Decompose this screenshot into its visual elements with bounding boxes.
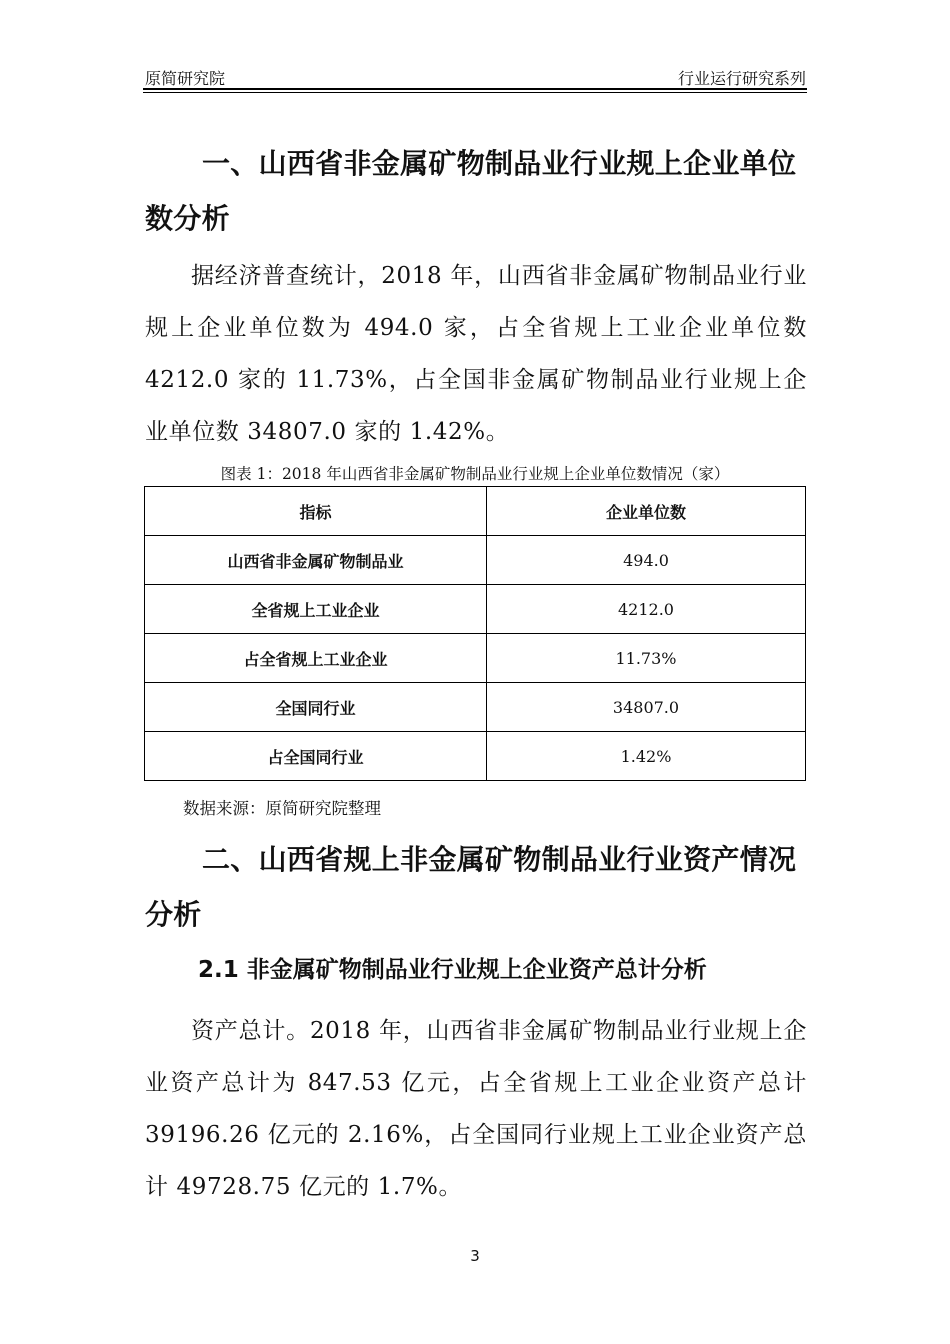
page-number: 3 xyxy=(470,1247,480,1265)
row-value: 494.0 xyxy=(487,536,806,585)
section-1-paragraph: 据经济普查统计，2018 年，山西省非金属矿物制品业行业规上企业单位数为 494.0 家，占全省规上工业企业单位数 4212.0 家的 11.73%，占全国非金属矿物制品业行业规上企业单位数 34807.0 家的 1.42%。 xyxy=(145,263,807,445)
row-value: 34807.0 xyxy=(487,683,806,732)
header-rule-thin xyxy=(143,92,807,93)
row-value: 11.73% xyxy=(487,634,806,683)
table-row xyxy=(145,536,806,585)
row-label: 占全国同行业 xyxy=(145,732,487,781)
table-header-indicator: 指标 xyxy=(145,487,487,536)
table-row xyxy=(145,634,806,683)
table-source-note: 数据来源：原简研究院整理 xyxy=(183,799,381,818)
header-series-title: 行业运行研究系列 xyxy=(677,69,806,88)
header-rule-thick xyxy=(143,88,807,90)
table-row xyxy=(145,683,806,732)
table-row xyxy=(145,732,806,781)
row-label: 全省规上工业企业 xyxy=(145,585,487,634)
header-organization: 原简研究院 xyxy=(145,69,226,88)
subsection-2-1-heading: 2.1 非金属矿物制品业行业规上企业资产总计分析 xyxy=(198,957,707,983)
row-value: 4212.0 xyxy=(487,585,806,634)
table-caption: 图表 1：2018 年山西省非金属矿物制品业行业规上企业单位数情况（家） xyxy=(220,465,730,483)
enterprise-count-table xyxy=(144,486,806,781)
section-1-heading: 一、山西省非金属矿物制品业行业规上企业单位数分析 xyxy=(145,147,797,235)
row-label: 占全省规上工业企业 xyxy=(145,634,487,683)
row-label: 全国同行业 xyxy=(145,683,487,732)
row-value: 1.42% xyxy=(487,732,806,781)
row-label: 山西省非金属矿物制品业 xyxy=(145,536,487,585)
section-2-paragraph: 资产总计。2018 年，山西省非金属矿物制品业行业规上企业资产总计为 847.53 亿元，占全省规上工业企业资产总计 39196.26 亿元的 2.16%，占全国同行业规上工业企业资产总计 49728.75 亿元的 1.7%。 xyxy=(145,1018,807,1200)
table-header-count: 企业单位数 xyxy=(487,487,806,536)
section-2-heading: 二、山西省规上非金属矿物制品业行业资产情况分析 xyxy=(145,843,797,931)
table-header-row xyxy=(145,487,806,536)
table-row xyxy=(145,585,806,634)
